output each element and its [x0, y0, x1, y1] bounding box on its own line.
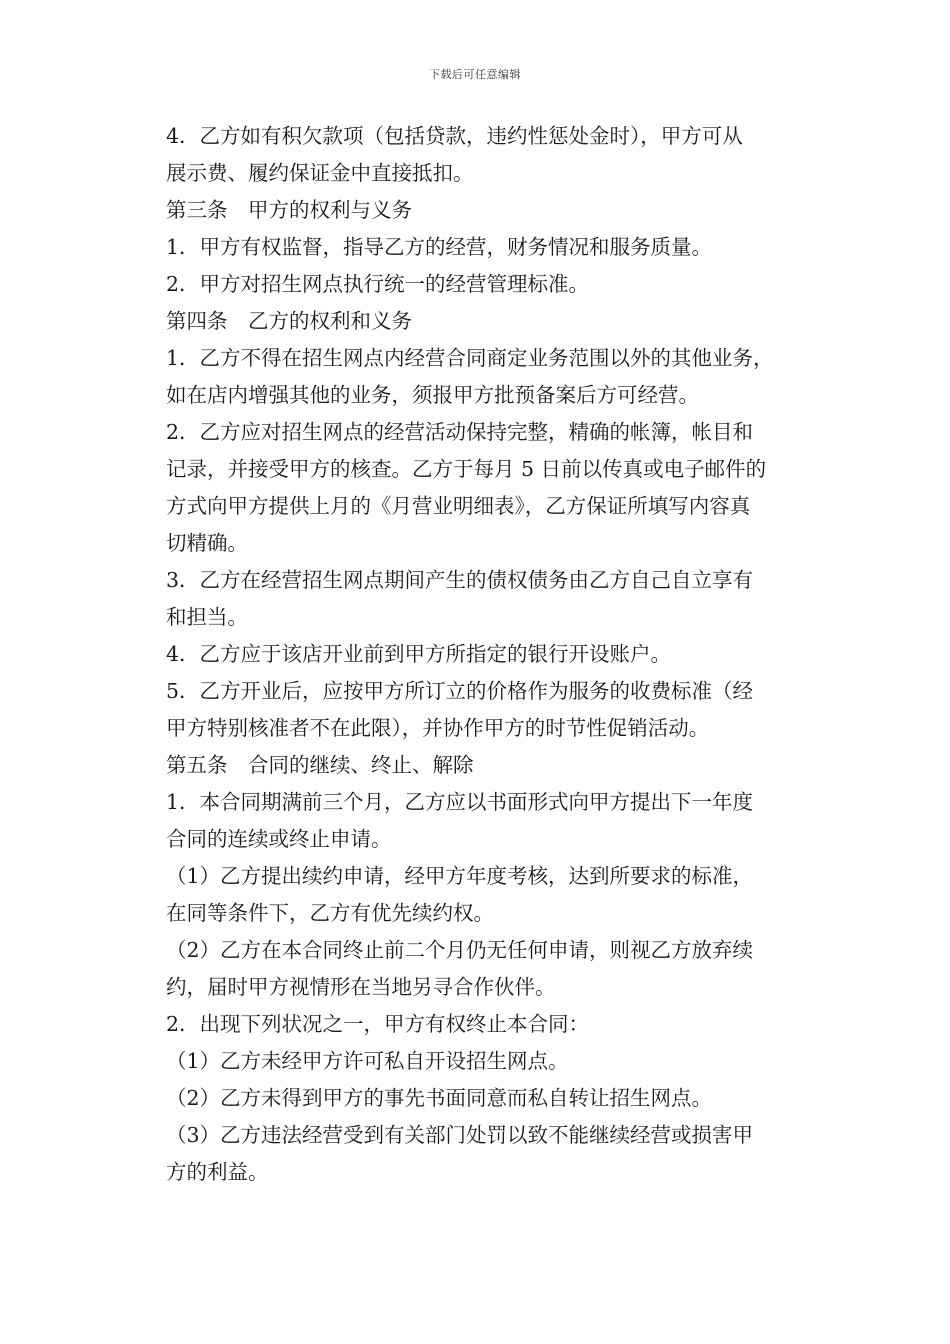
sub-clause-paragraph	[146, 858, 816, 932]
text-line: 第四条 乙方的权利和义务	[166, 309, 412, 333]
clause-paragraph	[146, 118, 816, 192]
text-line: 2．出现下列状况之一，甲方有权终止本合同：	[166, 1012, 590, 1036]
text-line: （1）乙方提出续约申请，经甲方年度考核，达到所要求的标准，	[166, 864, 754, 888]
text-line: 第三条 甲方的权利与义务	[166, 198, 412, 222]
text-line: 1．甲方有权监督，指导乙方的经营，财务情况和服务质量。	[166, 235, 713, 259]
text-line: 甲方特别核准者不在此限），并协作甲方的时节性促销活动。	[166, 716, 710, 740]
document-body	[146, 118, 816, 1191]
text-line: 方式向甲方提供上月的《月营业明细表》，乙方保证所填写内容真	[166, 494, 751, 518]
section-heading	[146, 303, 816, 340]
clause-paragraph	[146, 266, 816, 303]
text-line: 约，届时甲方视情形在当地另寻合作伙伴。	[166, 975, 556, 999]
text-line: （2）乙方在本合同终止前二个月仍无任何申请，则视乙方放弃续	[166, 938, 754, 962]
clause-paragraph	[146, 340, 816, 414]
text-line: 和担当。	[166, 605, 248, 629]
clause-paragraph	[146, 414, 816, 562]
text-line: 1．本合同期满前三个月，乙方应以书面形式向甲方提出下一年度	[166, 790, 754, 814]
text-line: 3．乙方在经营招生网点期间产生的债权债务由乙方自己自立享有	[166, 568, 754, 592]
text-line: 记录，并接受甲方的核查。乙方于每月 5 日前以传真或电子邮件的	[166, 457, 767, 481]
text-line: 展示费、履约保证金中直接抵扣。	[166, 161, 474, 185]
clause-paragraph	[146, 229, 816, 266]
clause-paragraph	[146, 562, 816, 636]
page-header-note: 下载后可任意编辑	[429, 68, 521, 81]
text-line: 4．乙方应于该店开业前到甲方所指定的银行开设账户。	[166, 642, 672, 666]
text-line: （2）乙方未得到甲方的事先书面同意而私自转让招生网点。	[166, 1086, 713, 1110]
text-line: （3）乙方违法经营受到有关部门处罚以致不能继续经营或损害甲	[166, 1123, 754, 1147]
text-line: 1．乙方不得在招生网点内经营合同商定业务范围以外的其他业务，	[166, 346, 774, 370]
sub-clause-paragraph	[146, 1080, 816, 1117]
text-line: 如在店内增强其他的业务，须报甲方批预备案后方可经营。	[166, 383, 699, 407]
clause-paragraph	[146, 1006, 816, 1043]
clause-paragraph	[146, 673, 816, 747]
clause-paragraph	[146, 636, 816, 673]
text-line: 方的利益。	[166, 1160, 269, 1184]
text-line: 2．甲方对招生网点执行统一的经营管理标准。	[166, 272, 590, 296]
text-line: 2．乙方应对招生网点的经营活动保持完整，精确的帐簿，帐目和	[166, 420, 754, 444]
sub-clause-paragraph	[146, 1043, 816, 1080]
text-line: 第五条 合同的继续、终止、解除	[166, 753, 474, 777]
text-line: （1）乙方未经甲方许可私自开设招生网点。	[166, 1049, 569, 1073]
sub-clause-paragraph	[146, 1117, 816, 1191]
clause-paragraph	[146, 784, 816, 858]
sub-clause-paragraph	[146, 932, 816, 1006]
text-line: 切精确。	[166, 531, 248, 555]
text-line: 5．乙方开业后，应按甲方所订立的价格作为服务的收费标准（经	[166, 679, 754, 703]
text-line: 4．乙方如有积欠款项（包括贷款，违约性惩处金时），甲方可从	[166, 124, 743, 148]
section-heading	[146, 747, 816, 784]
text-line: 合同的连续或终止申请。	[166, 827, 392, 851]
text-line: 在同等条件下，乙方有优先续约权。	[166, 901, 494, 925]
section-heading	[146, 192, 816, 229]
